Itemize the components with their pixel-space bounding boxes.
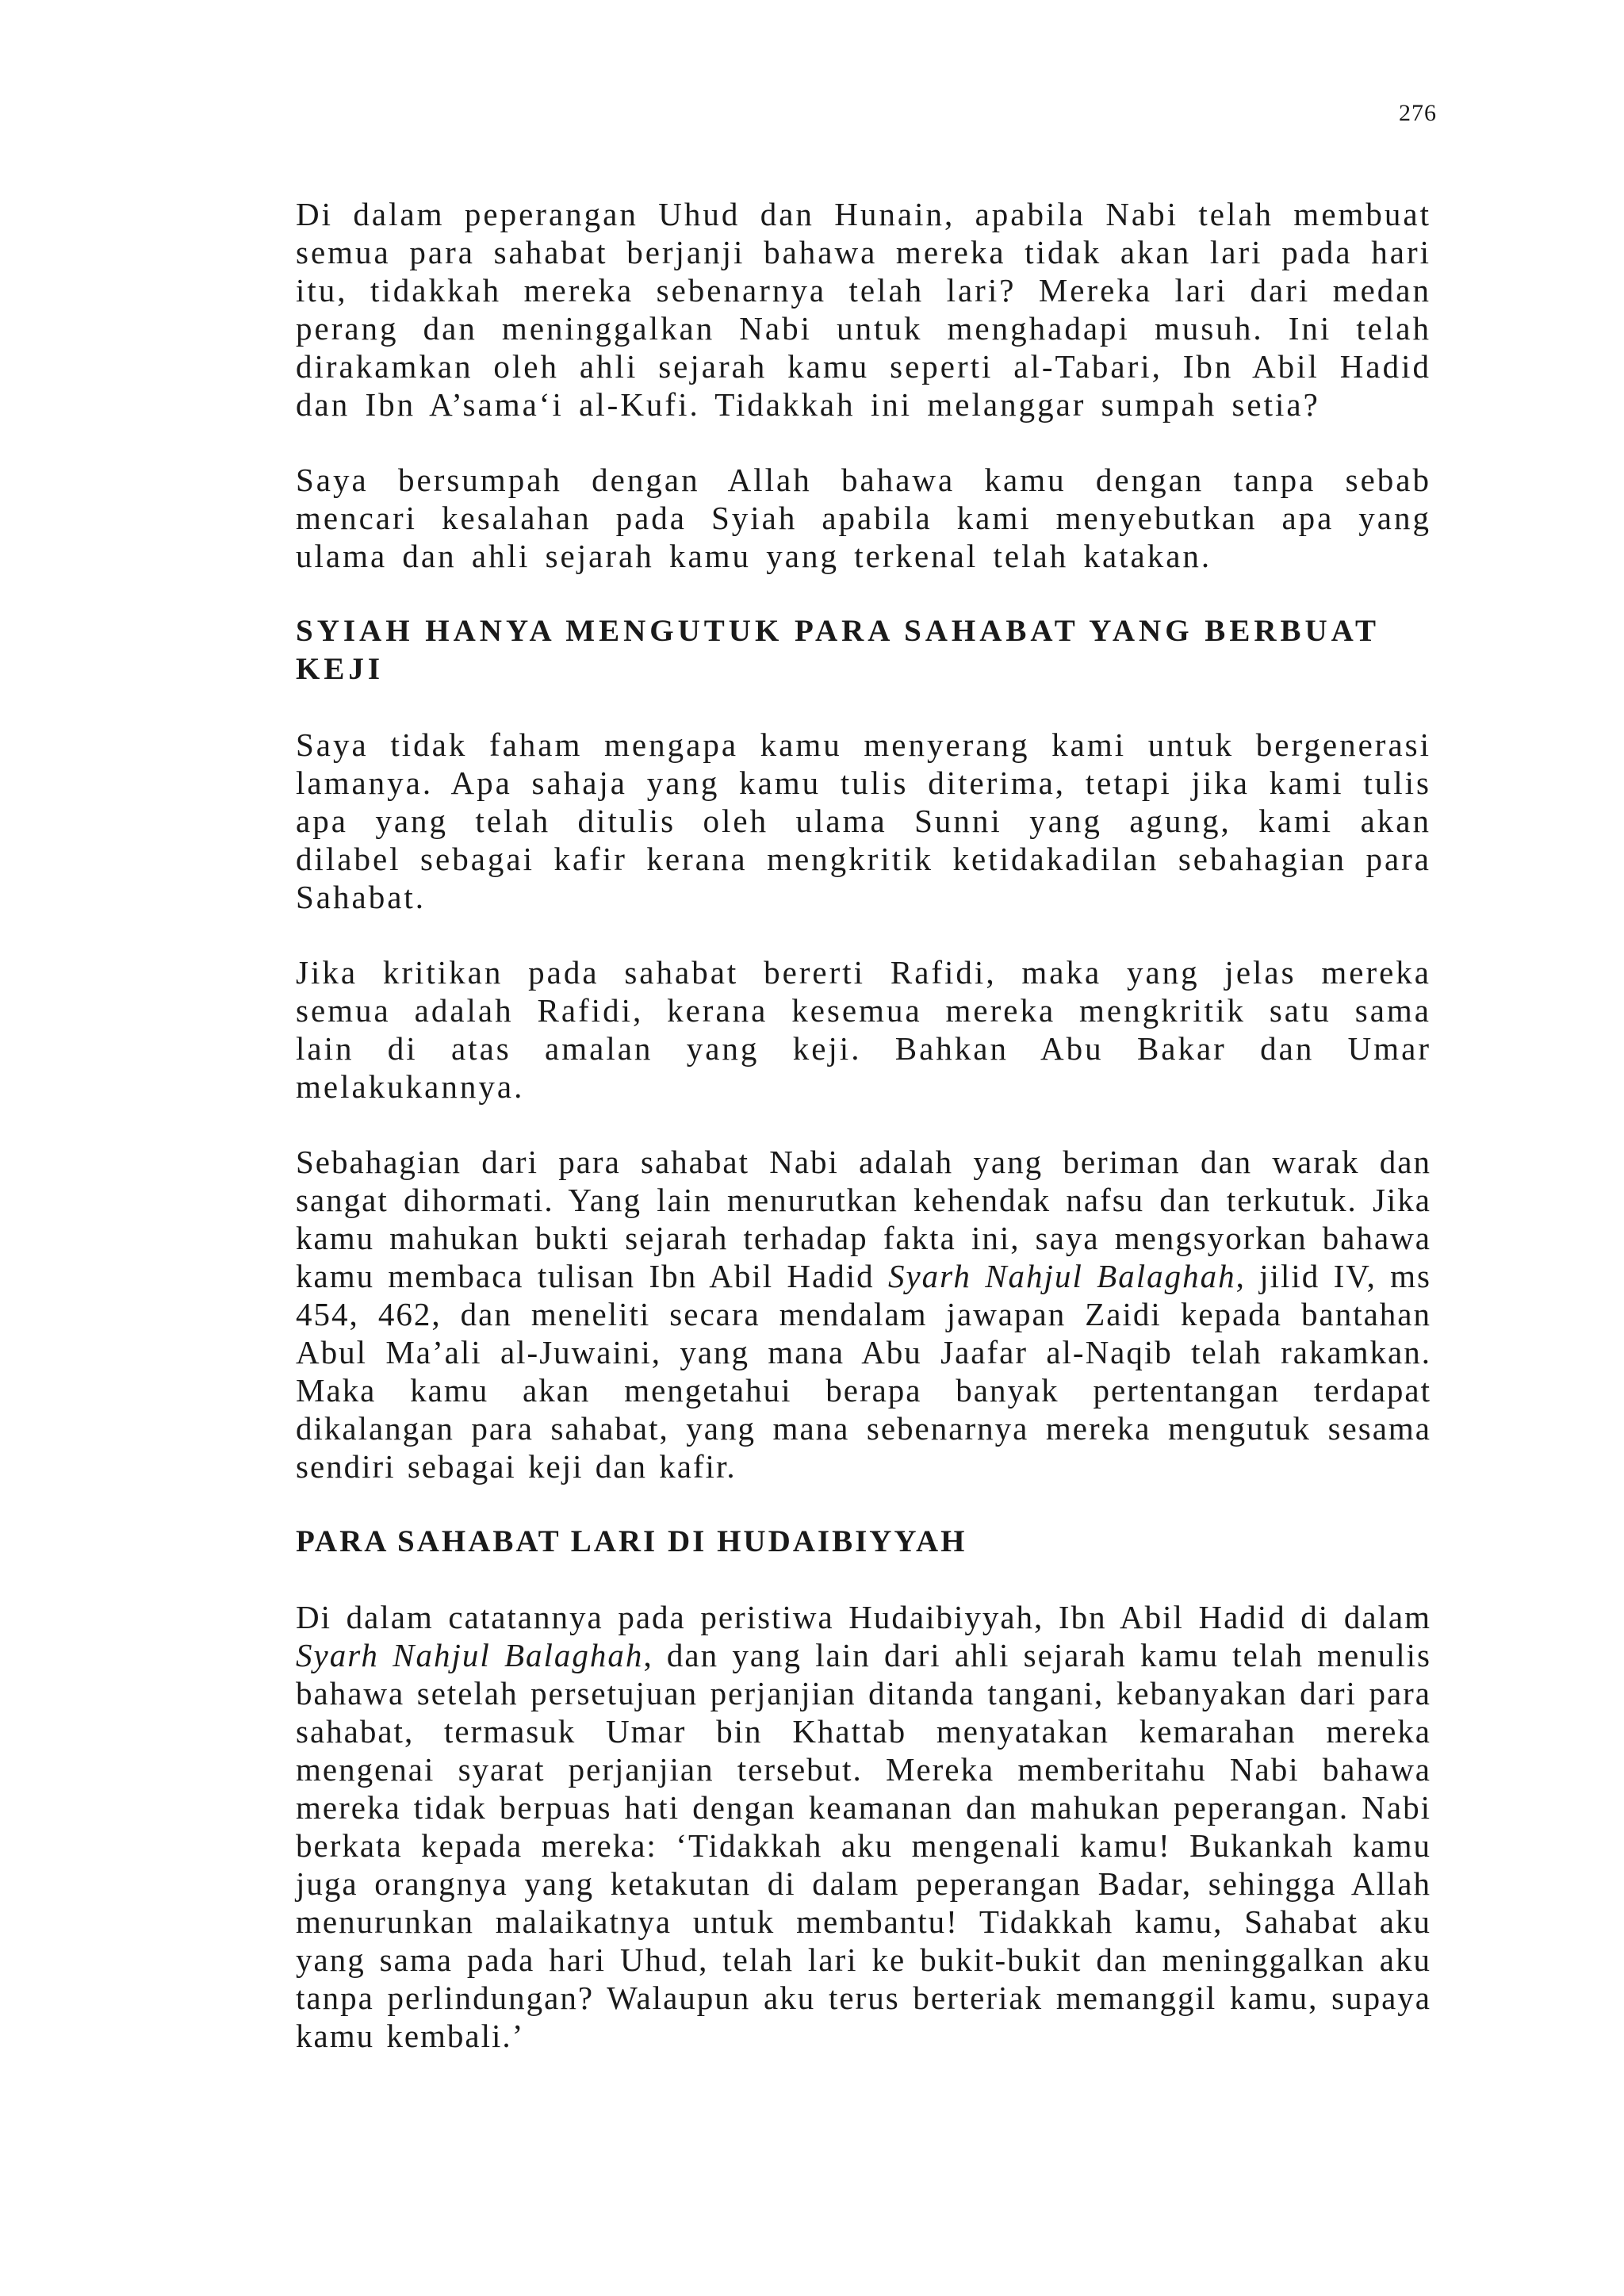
paragraph-text: Di dalam catatannya pada peristiwa Hudaibiyyah, Ibn Abil Hadid di dalam [296,1599,1431,1635]
paragraph-hudaibiyyah [296,1598,1431,2055]
paragraph-rafidi: Jika kritikan pada sahabat bererti Rafidi, maka yang jelas mereka semua adalah Rafidi, kerana kesemua mereka mengkritik satu sama lain di atas amalan yang keji. Bahkan Abu Bakar dan Umar melakukannya. [296,954,1431,1105]
page-number: 276 [1399,100,1437,126]
book-title: Syarh Nahjul Balaghah [887,1258,1236,1294]
page-content [296,195,1431,2092]
paragraph-uhud-hunain: Di dalam peperangan Uhud dan Hunain, apabila Nabi telah membuat semua para sahabat berjanji bahawa mereka tidak akan lari pada hari itu, tidakkah mereka sebenarnya telah lari? Mereka lari dari medan perang dan meninggalkan Nabi untuk menghadapi musuh. Ini telah dirakamkan oleh ahli sejarah kamu seperti al-Tabari, Ibn Abil Hadid dan Ibn A’sama‘i al-Kufi. Tidakkah ini melanggar sumpah setia? [296,196,1431,423]
paragraph-oath: Saya bersumpah dengan Allah bahawa kamu dengan tanpa sebab mencari kesalahan pada Syiah apabila kami menyebutkan apa yang ulama dan ahli sejarah kamu yang terkenal telah katakan. [296,462,1431,574]
section-heading-syiah: SYIAH HANYA MENGUTUK PARA SAHABAT YANG BERBUAT KEJI [296,614,1380,686]
section-heading-hudaibiyyah: PARA SAHABAT LARI DI HUDAIBIYYAH [296,1524,967,1558]
paragraph-text: Sebahagian dari para sahabat Nabi adalah yang beriman dan warak dan sangat dihormati. Yang lain menurutkan kehendak nafsu dan terkutuk. Jika kamu mahukan bukti sejarah terhadap fakta ini, saya mengsyorkan bahawa kamu membaca tulisan Ibn Abil Hadid [296,1144,1431,1294]
paragraph-generations: Saya tidak faham mengapa kamu menyerang kami untuk bergenerasi lamanya. Apa sahaja yang kamu tulis diterima, tetapi jika kami tulis apa yang telah ditulis oleh ulama Sunni yang agung, kami akan dilabel sebagai kafir kerana mengkritik ketidakadilan sebahagian para Sahabat. [296,726,1431,915]
paragraph-text: , dan yang lain dari ahli sejarah kamu telah menulis bahawa setelah persetujuan perjanjian ditanda tangani, kebanyakan dari para sahabat, termasuk Umar bin Khattab menyatakan kemarahan mereka mengenai syarat perjanjian tersebut. Mereka memberitahu Nabi bahawa mereka tidak berpuas hati dengan keamanan dan mahukan peperangan. Nabi berkata kepada mereka: ‘Tidakkah aku mengenali kamu! Bukankah kamu juga orangnya yang ketakutan di dalam peperangan Badar, sehingga Allah menurunkan malaikatnya untuk membantu! Tidakkah kamu, Sahabat aku yang sama pada hari Uhud, telah lari ke bukit-bukit dan meninggalkan aku tanpa perlindungan? Walaupun aku terus berteriak memanggil kamu, supaya kamu kembali.’ [296,1637,1431,2054]
paragraph-text: , jilid IV, ms 454, 462, dan meneliti secara mendalam jawapan Zaidi kepada bantahan Abul Ma’ali al-Juwaini, yang mana Abu Jaafar al-Naqib telah rakamkan. Maka kamu akan mengetahui berapa banyak pertentangan terdapat dikalangan para sahabat, yang mana sebenarnya mereka mengutuk sesama sendiri sebagai keji dan kafir. [296,1258,1432,1485]
paragraph-sahabat-types [296,1143,1431,1485]
book-title: Syarh Nahjul Balaghah [296,1637,644,1673]
